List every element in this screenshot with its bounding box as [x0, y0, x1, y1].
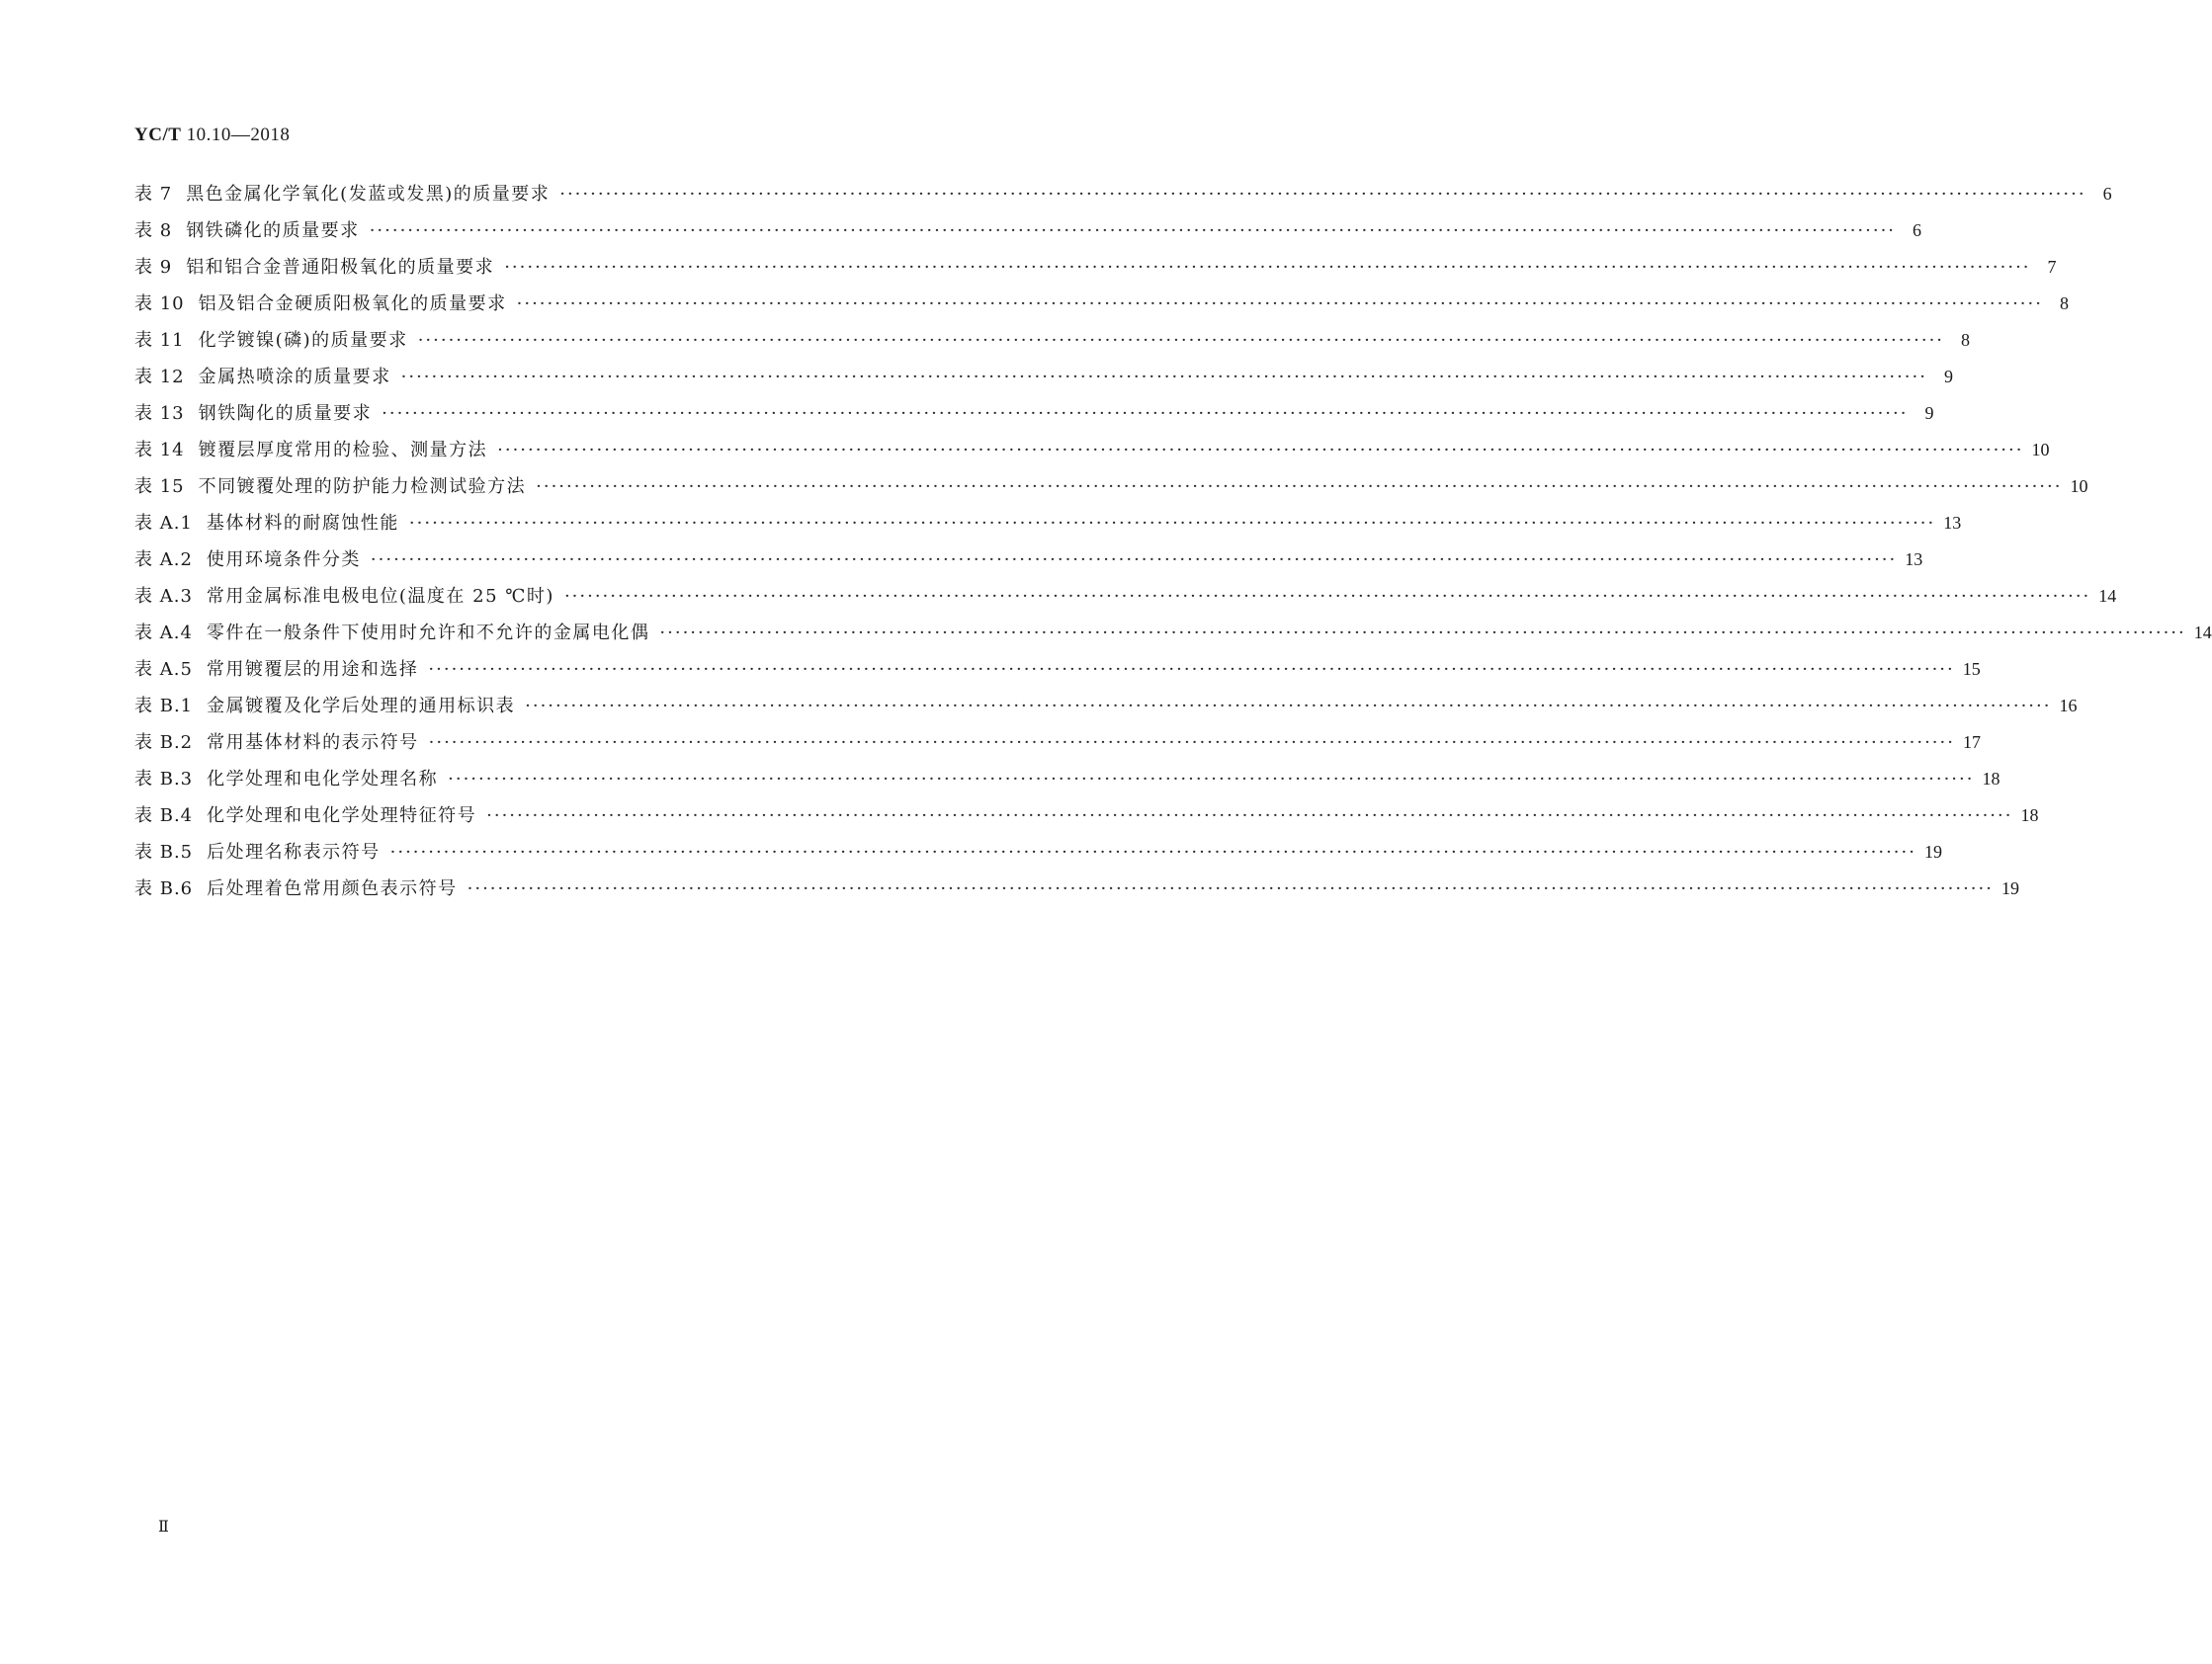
toc-entry-label: 表 13 — [134, 403, 185, 424]
toc-entry-title: 不同镀覆处理的防护能力检测试验方法 — [198, 476, 527, 497]
toc-entry-title: 后处理着色常用颜色表示符号 — [207, 878, 458, 899]
toc-entry-page: 14 — [2193, 623, 2212, 642]
toc-entry-page: 7 — [2047, 257, 2057, 277]
page-number: Ⅱ — [158, 1519, 169, 1536]
toc-entry-page: 9 — [1943, 367, 1953, 386]
toc-dot-leader: ········································································································································································································ — [516, 293, 2043, 314]
toc-entry-page: 9 — [1924, 403, 1934, 423]
toc-entry[interactable] — [134, 578, 2117, 615]
toc-entry[interactable] — [134, 286, 2069, 322]
toc-entry-title: 基体材料的耐腐蚀性能 — [206, 513, 399, 534]
toc-entry-page: 18 — [1982, 769, 2000, 789]
toc-dot-leader: ········································································································································································································ — [370, 549, 1898, 570]
toc-entry-label: 表 B.3 — [134, 769, 194, 790]
toc-entry[interactable] — [134, 249, 2057, 286]
toc-entry[interactable] — [134, 724, 1981, 761]
toc-entry-label: 表 B.2 — [134, 732, 194, 753]
toc-entry-label: 表 8 — [134, 220, 173, 241]
toc-dot-leader: ········································································································································································································ — [563, 586, 2091, 607]
toc-dot-leader: ········································································································································································································ — [525, 696, 2052, 716]
toc-entry-label: 表 A.2 — [134, 549, 193, 570]
toc-dot-leader: ········································································································································································································ — [389, 842, 1916, 863]
toc-entry[interactable] — [134, 176, 2112, 212]
toc-entry-label: 表 9 — [134, 257, 173, 278]
toc-entry-page: 18 — [2020, 805, 2039, 825]
standard-number: 10.10—2018 — [186, 125, 291, 145]
toc-entry-title: 后处理名称表示符号 — [207, 842, 381, 863]
toc-entry-title: 铝及铝合金硬质阳极氧化的质量要求 — [198, 293, 507, 314]
toc-dot-leader: ········································································································································································································ — [486, 805, 2013, 826]
toc-dot-leader: ········································································································································································································ — [369, 220, 1897, 241]
standard-code — [134, 125, 290, 146]
toc-entry-title: 使用环境条件分类 — [206, 549, 361, 570]
toc-dot-leader: ········································································································································································································ — [417, 330, 1945, 351]
toc-entry-label: 表 A.3 — [134, 586, 193, 607]
toc-entry-page: 19 — [1923, 842, 1942, 862]
toc-entry-label: 表 12 — [134, 367, 185, 387]
toc-dot-leader: ········································································································································································································ — [504, 257, 2031, 278]
toc-dot-leader: ········································································································································································································ — [400, 367, 1927, 387]
toc-entry[interactable] — [134, 761, 2000, 797]
toc-entry-label: 表 15 — [134, 476, 185, 497]
toc-entry-label: 表 A.1 — [134, 513, 193, 534]
toc-dot-leader: ········································································································································································································ — [467, 878, 1994, 899]
toc-entry-label: 表 B.6 — [134, 878, 194, 899]
toc-entry-page: 6 — [2102, 184, 2112, 204]
toc-entry-label: 表 10 — [134, 293, 185, 314]
toc-entry[interactable] — [134, 541, 1923, 578]
toc-dot-leader: ········································································································································································································ — [428, 732, 1955, 753]
toc-entry[interactable] — [134, 432, 2050, 468]
toc-entry-title: 金属镀覆及化学后处理的通用标识表 — [207, 696, 516, 716]
toc-entry-title: 常用金属标准电极电位(温度在 25 ℃时) — [206, 586, 554, 607]
toc-entry-title: 常用镀覆层的用途和选择 — [206, 659, 419, 680]
toc-dot-leader: ········································································································································································································ — [448, 769, 1975, 790]
toc-entry[interactable] — [134, 322, 1971, 359]
toc-entry[interactable] — [134, 505, 1962, 541]
toc-entry-page: 15 — [1962, 659, 1981, 679]
toc-entry-label: 表 B.1 — [134, 696, 194, 716]
toc-entry-page: 8 — [1961, 330, 1971, 350]
toc-entry-title: 零件在一般条件下使用时允许和不允许的金属电化偶 — [206, 623, 650, 643]
toc-entry[interactable] — [134, 615, 2212, 651]
toc-entry-title: 钢铁陶化的质量要求 — [198, 403, 373, 424]
toc-entry-title: 常用基体材料的表示符号 — [207, 732, 419, 753]
toc-entry-label: 表 B.4 — [134, 805, 194, 826]
toc-dot-leader: ········································································································································································································ — [536, 476, 2063, 497]
toc-entry-title: 化学处理和电化学处理名称 — [207, 769, 439, 790]
toc-entry-page: 14 — [2098, 586, 2117, 606]
toc-entry-title: 化学处理和电化学处理特征符号 — [207, 805, 477, 826]
toc-entry-label: 表 11 — [134, 330, 185, 351]
toc-entry-label: 表 A.5 — [134, 659, 193, 680]
toc-entry-title: 镀覆层厚度常用的检验、测量方法 — [198, 440, 488, 460]
toc-entry-title: 金属热喷涂的质量要求 — [198, 367, 391, 387]
toc-entry-page: 8 — [2059, 293, 2069, 313]
toc-entry-page: 10 — [2031, 440, 2050, 459]
toc-entry-page: 17 — [1962, 732, 1981, 752]
toc-entry-page: 6 — [1913, 220, 1922, 240]
toc-entry-label: 表 7 — [134, 184, 173, 205]
toc-entry-label: 表 14 — [134, 440, 185, 460]
toc-dot-leader: ········································································································································································································ — [382, 403, 1909, 424]
toc-entry-title: 钢铁磷化的质量要求 — [186, 220, 360, 241]
toc-entry[interactable] — [134, 651, 1981, 688]
toc-entry[interactable] — [134, 834, 1942, 871]
toc-entry[interactable] — [134, 395, 1934, 432]
toc-dot-leader: ········································································································································································································ — [428, 659, 1955, 680]
toc-entry[interactable] — [134, 688, 2078, 724]
toc-entry[interactable] — [134, 797, 2039, 834]
toc-entry[interactable] — [134, 359, 1953, 395]
toc-entry-title: 化学镀镍(磷)的质量要求 — [198, 330, 408, 351]
toc-entry-label: 表 B.5 — [134, 842, 194, 863]
toc-dot-leader: ········································································································································································································ — [408, 513, 1936, 534]
toc-dot-leader: ········································································································································································································ — [497, 440, 2024, 460]
toc-entry-page: 16 — [2059, 696, 2078, 715]
toc-entry-page: 13 — [1943, 513, 1962, 533]
standard-prefix: YC/T — [134, 125, 182, 145]
toc-entry-title: 铝和铝合金普通阳极氧化的质量要求 — [186, 257, 495, 278]
toc-dot-leader: ········································································································································································································ — [659, 623, 2186, 643]
toc-entry-label: 表 A.4 — [134, 623, 193, 643]
toc-entry[interactable] — [134, 468, 2088, 505]
toc-entry-title: 黑色金属化学氧化(发蓝或发黑)的质量要求 — [186, 184, 551, 205]
toc-entry[interactable] — [134, 212, 1922, 249]
table-of-contents — [134, 176, 2212, 907]
toc-entry-page: 10 — [2070, 476, 2088, 496]
toc-entry-page: 19 — [2000, 878, 2019, 898]
toc-entry[interactable] — [134, 871, 2019, 907]
toc-dot-leader: ········································································································································································································ — [559, 184, 2086, 205]
toc-entry-page: 13 — [1905, 549, 1923, 569]
